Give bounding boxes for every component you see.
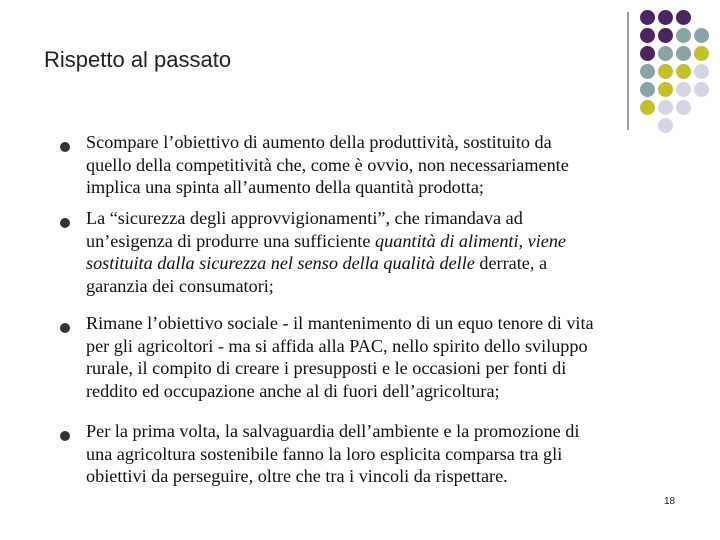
bullet-text-line: rurale, il compito di creare i presupposti e le occasioni per fonti di (86, 358, 567, 379)
bullet-item (86, 420, 686, 488)
bullet-text-line: quello della competitività che, come è ovvio, non necessariamente (86, 154, 569, 175)
bullet-text-line: per gli agricoltori - ma si affida alla PAC, nello spirito dello sviluppo (86, 335, 588, 356)
bullet-item (86, 312, 686, 402)
bullet-text-italic: sostituita dalla sicurezza nel senso della qualità delle (86, 253, 475, 274)
bullet-text-line: Rimane l’obiettivo sociale - il mantenimento di un equo tenore di vita (86, 313, 594, 333)
bullet-text-line: Scompare l’obiettivo di aumento della produttività, sostituito da (86, 132, 552, 152)
bullet-text-line: una agricoltura sostenibile fanno la loro esplicita comparsa tra gli (86, 443, 563, 464)
bullet-marker (60, 431, 70, 441)
bullet-text-line: garanzia dei consumatori; (86, 275, 274, 296)
bullet-text-line: La “sicurezza degli approvvigionamenti”, che rimandava ad (86, 208, 523, 228)
bullet-text-segment: derrate, a (474, 253, 548, 274)
bullet-item (86, 131, 686, 199)
bullet-text-segment: un’esigenza di produrre una sufficiente (86, 230, 376, 251)
page-number: 18 (664, 496, 676, 507)
bullet-text-line (86, 230, 686, 253)
bullet-text-line: Per la prima volta, la salvaguardia dell’ambiente e la promozione di (86, 421, 580, 441)
bullet-text-line: implica una spinta all’aumento della quantità prodotta; (86, 177, 484, 198)
bullet-text-line: obiettivi da perseguire, oltre che tra i vincoli da rispettare. (86, 466, 508, 487)
bullet-text-line (86, 252, 686, 275)
bullet-text-line: reddito ed occupazione anche al di fuori dell’agricoltura; (86, 380, 500, 401)
bullet-marker (60, 218, 70, 228)
bullet-marker (60, 323, 70, 333)
slide-title: Rispetto al passato (44, 47, 232, 72)
bullet-item (86, 207, 686, 297)
bullet-marker (60, 142, 70, 152)
bullet-text-italic: quantità di alimenti, viene (375, 230, 566, 251)
